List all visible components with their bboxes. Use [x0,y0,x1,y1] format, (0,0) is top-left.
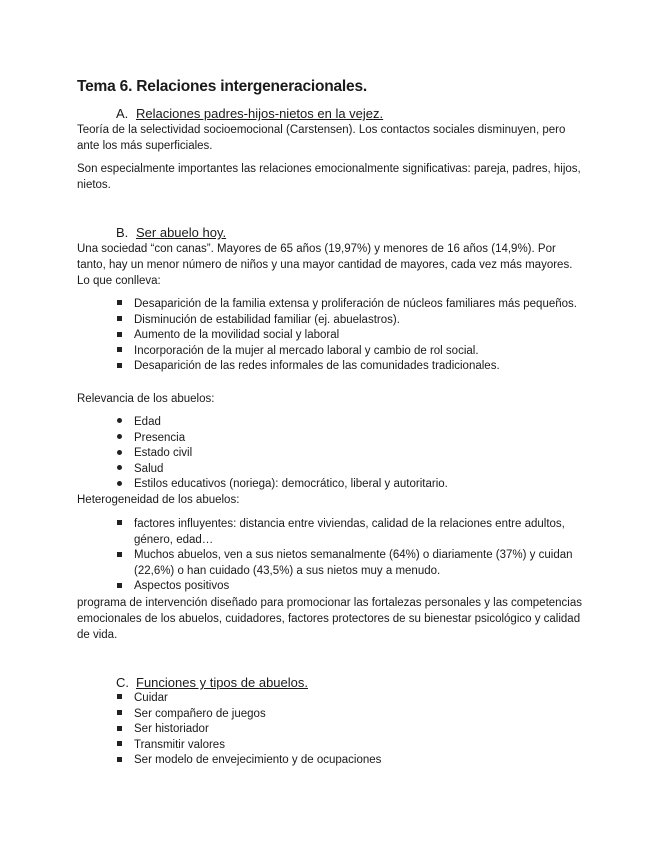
section-a-letter: A. [116,106,129,121]
list-item: Transmitir valores [77,738,587,754]
square-bullet-icon [117,297,127,313]
list-item: Incorporación de la mujer al mercado laboral y cambio de rol social. [77,344,587,360]
section-a-paragraph-1: Teoría de la selectividad socioemocional (Carstensen). Los contactos sociales disminuyen, pero ante los más superficiales. [77,124,566,152]
functions-list [77,691,587,769]
section-c-title: Funciones y tipos de abuelos. [136,675,308,690]
page-title: Tema 6. Relaciones intergeneracionales. [77,78,367,95]
list-item: Ser modelo de envejecimiento y de ocupaciones [77,753,587,769]
round-bullet-icon [117,446,127,462]
relevance-list [77,415,587,493]
square-bullet-icon [117,359,127,375]
list-item: Aspectos positivos [77,579,587,595]
section-b-heading [116,225,226,240]
list-item: Ser compañero de juegos [77,707,587,723]
list-item: Muchos abuelos, ven a sus nietos semanalmente (64%) o diariamente (37%) y cuidan (22,6%) o han cuidado (43,5%) a sus nietos muy a menudo. [77,548,587,579]
list-item: Ser historiador [77,722,587,738]
section-b-letter: B. [116,225,129,240]
list-item: Desaparición de la familia extensa y proliferación de núcleos familiares más pequeños. [77,297,587,313]
relevance-label: Relevancia de los abuelos: [77,393,215,405]
square-bullet-icon [117,328,127,344]
section-b-title: Ser abuelo hoy. [136,225,227,240]
section-a-heading [116,106,383,121]
list-item: Disminución de estabilidad familiar (ej. abuelastros). [77,313,587,329]
square-bullet-icon [117,738,127,754]
list-item: Presencia [77,431,587,447]
round-bullet-icon [117,477,127,493]
section-a-title: Relaciones padres-hijos-nietos en la vejez. [136,106,384,121]
program-paragraph: programa de intervención diseñado para promocionar las fortalezas personales y las competencias emocionales de los abuelos, cuidadores, factores protectores de su bienestar psicológico y calidad de vida. [77,597,583,641]
list-item: Edad [77,415,587,431]
square-bullet-icon [117,722,127,738]
round-bullet-icon [117,462,127,478]
square-bullet-icon [117,579,127,595]
heterogeneity-label: Heterogeneidad de los abuelos: [77,494,240,506]
section-a-paragraph-2: Son especialmente importantes las relaciones emocionalmente significativas: pareja, padres, hijos, nietos. [77,163,581,191]
section-c-letter: C. [116,675,129,690]
square-bullet-icon [117,707,127,723]
list-item: factores influyentes: distancia entre viviendas, calidad de la relaciones entre adultos, género, edad… [77,517,587,548]
section-b-intro: Una sociedad “con canas”. Mayores de 65 años (19,97%) y menores de 16 años (14,9%). Por tanto, hay un menor número de niños y una mayor cantidad de mayores, cada vez más mayores. Lo que conlleva: [77,243,573,287]
round-bullet-icon [117,431,127,447]
list-item: Salud [77,462,587,478]
square-bullet-icon [117,344,127,360]
list-item: Aumento de la movilidad social y laboral [77,328,587,344]
consequences-list [77,297,587,375]
square-bullet-icon [117,313,127,329]
round-bullet-icon [117,415,127,431]
square-bullet-icon [117,691,127,707]
list-item: Cuidar [77,691,587,707]
section-c-heading [116,675,308,690]
square-bullet-icon [117,548,127,564]
square-bullet-icon [117,517,127,533]
square-bullet-icon [117,753,127,769]
list-item: Estado civil [77,446,587,462]
heterogeneity-list [77,517,587,595]
list-item: Estilos educativos (noriega): democrático, liberal y autoritario. [77,477,587,493]
list-item: Desaparición de las redes informales de las comunidades tradicionales. [77,359,587,375]
